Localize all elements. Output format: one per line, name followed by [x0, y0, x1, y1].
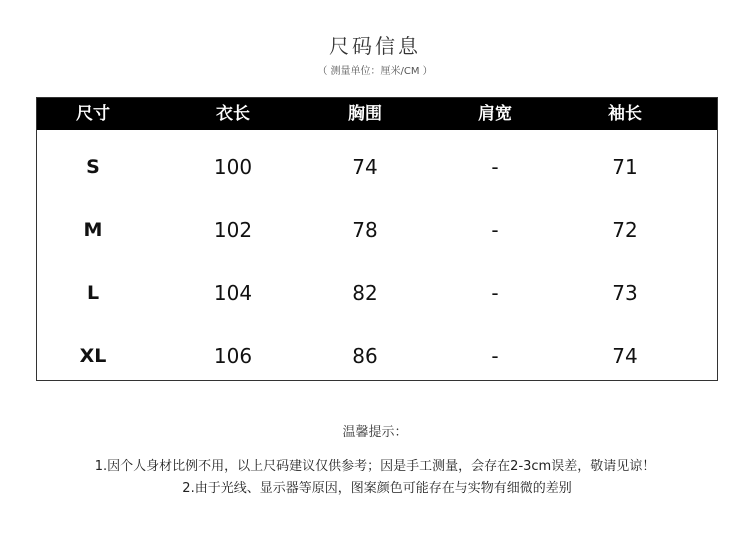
table-row — [37, 325, 717, 388]
cell-sleeve: 74 — [612, 344, 638, 368]
note-item: 2.由于光线、显示器等原因，图案颜色可能存在与实物有细微的差别 — [182, 481, 572, 496]
cell-sleeve: 72 — [612, 218, 638, 242]
cell-size: XL — [79, 345, 107, 367]
cell-length: 104 — [213, 281, 253, 305]
cell-length: 100 — [213, 155, 253, 179]
notes-title: 温馨提示： — [342, 425, 408, 440]
cell-chest: 74 — [352, 155, 378, 179]
cell-shoulder: - — [491, 155, 499, 179]
cell-size: S — [86, 156, 100, 178]
size-chart-table — [36, 97, 718, 381]
cell-chest: 78 — [352, 218, 378, 242]
cell-shoulder: - — [491, 344, 499, 368]
table-header — [37, 98, 717, 130]
cell-length: 106 — [213, 344, 253, 368]
cell-shoulder: - — [491, 218, 499, 242]
column-header-sleeve: 袖长 — [608, 104, 642, 124]
note-item: 1.因个人身材比例不用，以上尺码建议仅供参考；因是手工测量，会存在2-3cm误差，敬请见谅！ — [94, 459, 656, 474]
cell-chest: 82 — [352, 281, 378, 305]
cell-chest: 86 — [352, 344, 378, 368]
cell-sleeve: 71 — [612, 155, 638, 179]
column-header-length: 衣长 — [216, 104, 250, 124]
cell-shoulder: - — [491, 281, 499, 305]
column-header-shoulder: 肩宽 — [478, 104, 512, 124]
column-header-size: 尺寸 — [76, 104, 110, 124]
column-header-chest: 胸围 — [348, 104, 382, 124]
cell-size: M — [83, 219, 103, 241]
table-row — [37, 262, 717, 325]
page-title: 尺码信息 — [329, 34, 421, 58]
cell-size: L — [86, 282, 100, 304]
cell-length: 102 — [213, 218, 253, 242]
table-row — [37, 136, 717, 199]
table-row — [37, 199, 717, 262]
cell-sleeve: 73 — [612, 281, 638, 305]
measurement-unit-note: （ 测量单位：厘米/CM ） — [317, 66, 433, 77]
